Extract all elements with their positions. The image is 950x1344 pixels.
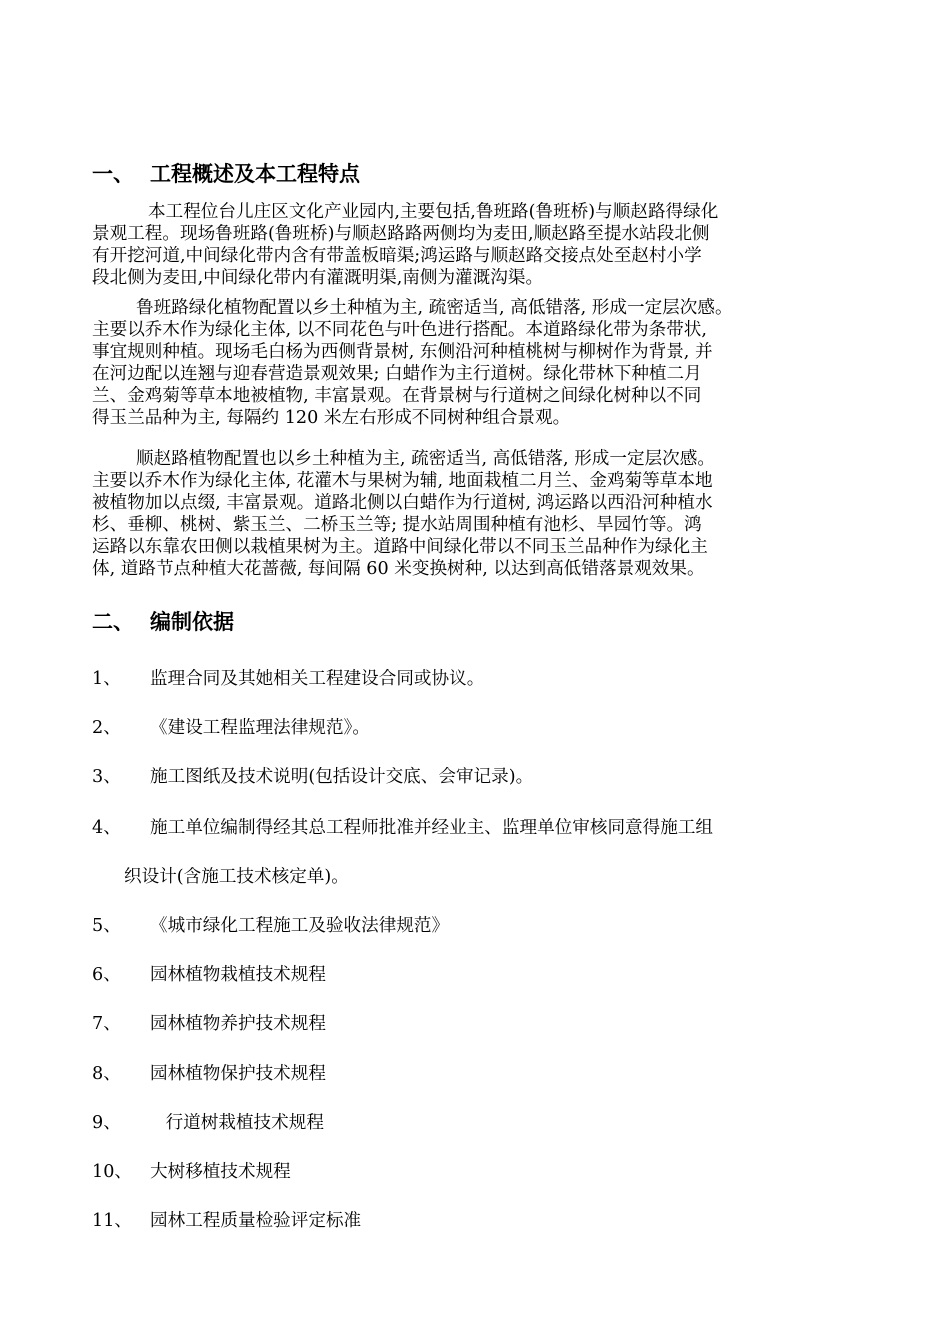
list-item-text: 施工图纸及技术说明(包括设计交底、会审记录)。 (150, 767, 534, 787)
section-2-title: 编制依据 (150, 610, 234, 634)
list-item-number: 3、 (92, 767, 121, 787)
list-item-text: 《建设工程监理法律规范》。 (150, 718, 370, 738)
text-line: 顺赵路植物配置也以乡土种植为主, 疏密适当, 高低错落, 形成一定层次感。 (136, 449, 715, 469)
list-item (92, 716, 370, 740)
list-item-text: 大树移植技术规程 (150, 1162, 291, 1182)
list-item-number: 5、 (92, 916, 121, 936)
text-line: 得玉兰品种为主, 每隔约 120 米左右形成不同树种组合景观。 (92, 408, 571, 428)
list-item-text: 监理合同及其她相关工程建设合同或协议。 (150, 669, 485, 689)
text-line: 有开挖河道,中间绿化带内含有带盖板暗渠;鸿运路与顺赵路交接点处至赵村小学 (92, 246, 702, 266)
text-line: 体, 道路节点种植大花蔷薇, 每间隔 60 米变换树种, 以达到高低错落景观效果。 (92, 559, 705, 579)
text-line: 鲁班路绿化植物配置以乡土种植为主, 疏密适当, 高低错落, 形成一定层次感。 (136, 298, 733, 318)
list-item (92, 1111, 324, 1135)
list-item (92, 667, 484, 691)
list-item (92, 914, 449, 938)
list-item (92, 1012, 326, 1036)
list-item (92, 1160, 291, 1184)
text-line: 兰、金鸡菊等草本地被植物, 丰富景观。在背景树与行道树之间绿化树种以不同 (92, 386, 702, 406)
section-1-paragraph-2 (92, 297, 892, 429)
list-item (92, 1209, 361, 1233)
text-line: 事宜规则种植。现场毛白杨为西侧背景树, 东侧沿河种植桃树与柳树作为背景, 并 (92, 342, 713, 362)
list-item (92, 1062, 326, 1086)
list-item-number: 10、 (92, 1162, 132, 1182)
list-item-text: 园林植物保护技术规程 (150, 1064, 326, 1084)
list-item-text: 施工单位编制得经其总工程师批准并经业主、监理单位审核同意得施工组 (150, 818, 714, 838)
section-1-paragraph-1 (92, 201, 892, 289)
text-line: 段北侧为麦田,中间绿化带内有灌溉明渠,南侧为灌溉沟渠。 (92, 268, 544, 288)
list-item-number: 4、 (92, 818, 121, 838)
list-item-text: 园林植物栽植技术规程 (150, 965, 326, 985)
section-2-number: 二、 (92, 610, 134, 634)
list-item-number: 11、 (92, 1211, 132, 1231)
list-item-text: 园林工程质量检验评定标准 (150, 1211, 362, 1231)
section-1-number: 一、 (92, 162, 134, 186)
list-item-number: 1、 (92, 669, 121, 689)
list-item (92, 963, 326, 987)
list-item-continuation: 织设计(含施工技术核定单)。 (124, 867, 349, 887)
list-item (92, 765, 533, 789)
text-line: 景观工程。现场鲁班路(鲁班桥)与顺赵路路两侧均为麦田,顺赵路至提水站段北侧 (92, 224, 710, 244)
section-1-title: 工程概述及本工程特点 (150, 162, 360, 186)
section-1-paragraph-3 (92, 448, 892, 580)
section-1-heading (92, 160, 360, 188)
list-item-number: 2、 (92, 718, 121, 738)
text-line: 在河边配以连翘与迎春营造景观效果; 白蜡作为主行道树。绿化带林下种植二月 (92, 364, 702, 384)
text-line: 被植物加以点缀, 丰富景观。道路北侧以白蜡作为行道树, 鸿运路以西沿河种植水 (92, 493, 713, 513)
list-item-number: 9、 (92, 1113, 121, 1133)
list-item (92, 816, 713, 840)
list-item-number: 6、 (92, 965, 121, 985)
text-line: 主要以乔木作为绿化主体, 以不同花色与叶色进行搭配。本道路绿化带为条带状, (92, 320, 707, 340)
list-item-number: 8、 (92, 1064, 121, 1084)
list-item-text: 园林植物养护技术规程 (150, 1014, 326, 1034)
text-line: 主要以乔木作为绿化主体, 花灌木与果树为辅, 地面栽植二月兰、金鸡菊等草本地 (92, 471, 713, 491)
list-item-number: 7、 (92, 1014, 121, 1034)
text-line: 杉、垂柳、桃树、紫玉兰、二桥玉兰等; 提水站周围种植有池杉、旱园竹等。鸿 (92, 515, 702, 535)
section-2-heading (92, 608, 234, 636)
text-line: 运路以东靠农田侧以栽植果树为主。道路中间绿化带以不同玉兰品种作为绿化主 (92, 537, 708, 557)
text-line: 本工程位台儿庄区文化产业园内,主要包括,鲁班路(鲁班桥)与顺赵路得绿化 (148, 202, 719, 222)
list-item-text: 行道树栽植技术规程 (160, 1113, 324, 1133)
list-item-text: 《城市绿化工程施工及验收法律规范》 (150, 916, 450, 936)
